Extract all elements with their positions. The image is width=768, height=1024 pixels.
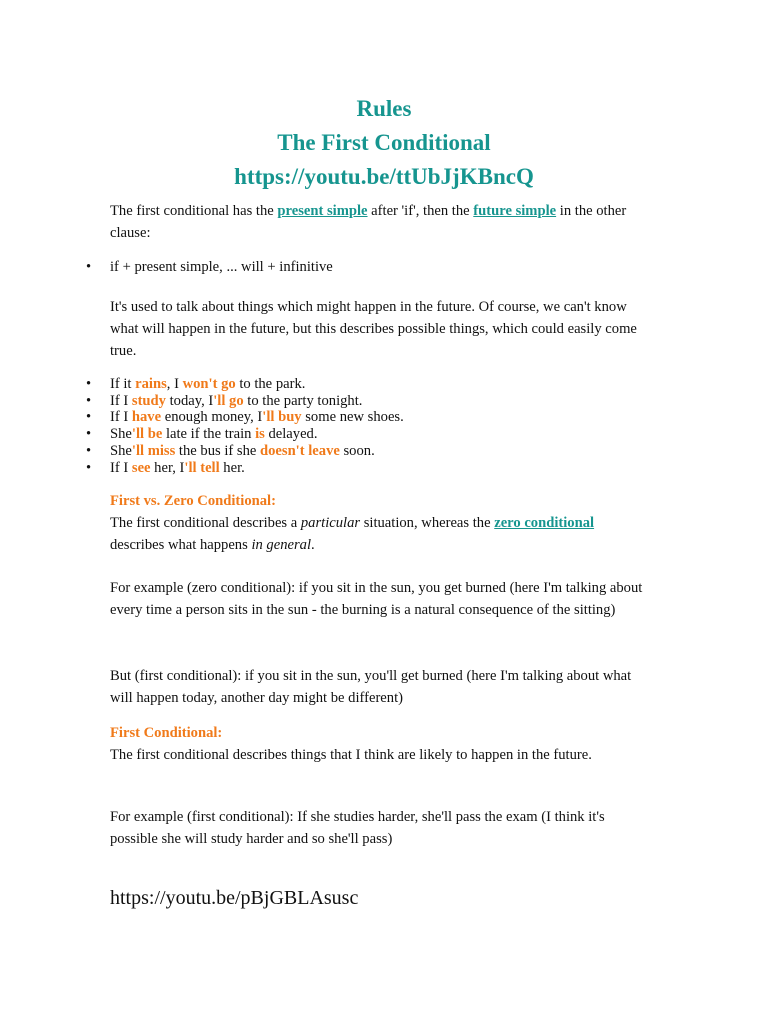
example-text: She <box>110 442 132 459</box>
first-conditional-example-exam: For example (first conditional): If she studies harder, she'll pass the exam (I think it's possible she will study harder and so she'll pass) <box>110 809 605 847</box>
highlighted-verb: 'll buy <box>262 409 302 426</box>
emphasis-particular: particular <box>300 515 361 531</box>
highlighted-verb: rains <box>135 376 167 392</box>
example-text: soon. <box>339 442 375 459</box>
formula-bullet: • if + present simple, ... will + infinitive <box>110 259 670 275</box>
footer-video-link[interactable]: https://youtu.be/pBjGBLAsusc <box>110 887 359 909</box>
highlighted-verb: is <box>255 426 265 443</box>
title-rules: Rules <box>356 96 412 121</box>
future-simple-link[interactable]: future simple <box>473 203 557 219</box>
example-item <box>110 393 670 410</box>
zero-conditional-example: For example (zero conditional): if you sit in the sun, you get burned (here I'm talking about every time a person sits in the sun - the burning is a natural consequence of the sitting) <box>110 580 643 618</box>
intro-text: in the other clause: <box>110 203 627 241</box>
title-first-conditional: The First Conditional <box>277 130 491 155</box>
first-conditional-description: The first conditional describes things that I think are likely to happen in the future. <box>110 747 592 763</box>
example-text: She <box>110 426 132 443</box>
section-heading-first-conditional: First Conditional: <box>110 725 223 741</box>
example-text: her. <box>219 459 245 476</box>
example-text: her, I <box>150 459 185 476</box>
example-text: some new shoes. <box>301 409 404 426</box>
examples-list <box>110 376 670 476</box>
first-conditional-example-sun: But (first conditional): if you sit in the sun, you'll get burned (here I'm talking about what will happen today, another day might be different) <box>110 668 632 706</box>
highlighted-verb: have <box>131 409 162 426</box>
example-text: to the park. <box>235 376 306 392</box>
paragraph-text: The first conditional describes a <box>110 515 301 531</box>
intro-text: after 'if', then the <box>367 203 474 219</box>
example-item <box>110 376 670 393</box>
title-video-link[interactable]: https://youtu.be/ttUbJjKBncQ <box>234 164 534 189</box>
example-text: If I <box>110 459 132 476</box>
highlighted-verb: 'll miss <box>131 442 176 459</box>
example-text: , I <box>166 376 183 392</box>
paragraph-text: . <box>311 537 315 553</box>
usage-paragraph: It's used to talk about things which might happen in the future. Of course, we can't know what will happen in the future, but this describes possible things, which could easily come true. <box>110 299 637 359</box>
example-text: delayed. <box>264 426 318 443</box>
example-text: If it <box>110 376 136 392</box>
example-item <box>110 460 670 477</box>
example-text: If I <box>110 392 132 409</box>
highlighted-verb: 'll go <box>213 392 244 409</box>
example-text: the bus if she <box>175 442 260 459</box>
example-text: late if the train <box>162 426 256 443</box>
present-simple-link[interactable]: present simple <box>277 203 368 219</box>
highlighted-verb: study <box>131 392 166 409</box>
example-item <box>110 426 670 443</box>
paragraph-text: situation, whereas the <box>360 515 495 531</box>
example-text: to the party tonight. <box>243 392 363 409</box>
zero-conditional-link[interactable]: zero conditional <box>494 515 595 531</box>
document-title <box>0 92 768 194</box>
emphasis-in-general: in general <box>251 537 312 553</box>
example-item <box>110 443 670 460</box>
highlighted-verb: see <box>131 459 151 476</box>
example-text: today, I <box>165 392 214 409</box>
highlighted-verb: 'll be <box>131 426 163 443</box>
highlighted-verb: won't go <box>182 376 236 392</box>
highlighted-verb: 'll tell <box>184 459 220 476</box>
highlighted-verb: doesn't leave <box>260 442 340 459</box>
formula-list <box>110 259 670 275</box>
section-heading-first-vs-zero: First vs. Zero Conditional: <box>110 493 276 509</box>
intro-paragraph <box>110 200 650 244</box>
first-vs-zero-paragraph <box>110 512 650 556</box>
example-text: If I <box>110 409 132 426</box>
intro-text: The first conditional has the <box>110 203 278 219</box>
paragraph-text: describes what happens <box>110 537 252 553</box>
example-item <box>110 409 670 426</box>
example-text: enough money, I <box>161 409 263 426</box>
